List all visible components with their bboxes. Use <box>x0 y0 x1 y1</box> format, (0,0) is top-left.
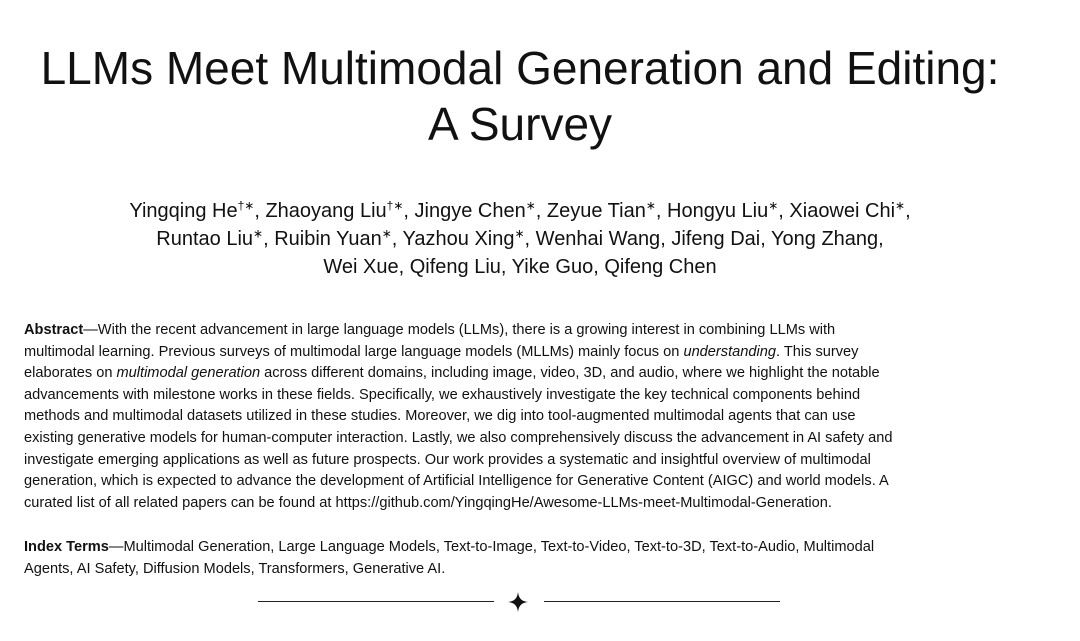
author-separator: , <box>263 228 275 250</box>
abstract-text: With the recent advancement in large language models (LLMs), there is a growing interest in combining LLMs with <box>97 322 836 338</box>
paper-title <box>0 40 1040 152</box>
abstract-text: advancements with milestone works in these fields. Specifically, we exhaustively investigate the key technical components behind <box>24 386 861 403</box>
divider-rule-right <box>544 601 780 602</box>
abstract-emphasis: multimodal generation <box>116 365 261 382</box>
abstract-line <box>24 320 1024 342</box>
author-name-text: Jifeng Dai <box>671 228 761 250</box>
author-separator: , <box>593 256 605 278</box>
author-affiliation-mark: †∗ <box>237 198 255 213</box>
author-name <box>156 228 274 250</box>
index-terms-line <box>24 537 1024 559</box>
index-terms-label: Index Terms <box>24 539 109 555</box>
author-affiliation-mark: †∗ <box>386 198 404 213</box>
author-name-text: Yazhou Xing <box>402 228 515 250</box>
author-name <box>671 228 771 250</box>
author-separator: , <box>398 256 410 278</box>
abstract-text: curated list of all related papers can be found at https://github.com/YingqingHe/Awesome-LLMs-meet-Multimodal-Generation. <box>24 494 832 511</box>
author-name <box>274 228 402 250</box>
four-point-star-icon <box>507 591 529 613</box>
abstract-line <box>24 428 1024 450</box>
author-name <box>512 256 605 278</box>
author-separator: , <box>905 200 911 222</box>
index-terms <box>24 537 1024 580</box>
author-name <box>323 256 409 278</box>
abstract-text: existing generative models for human-computer interaction. Lastly, we also comprehensively discuss the advancement in AI safety and <box>24 429 893 446</box>
author-name-text: Xiaowei Chi <box>789 200 896 222</box>
index-terms-text: Agents, AI Safety, Diffusion Models, Transformers, Generative AI. <box>24 560 446 577</box>
author-name <box>265 200 414 222</box>
author-affiliation-mark: ∗ <box>768 198 779 213</box>
author-name <box>604 256 716 278</box>
abstract-label: Abstract <box>24 322 84 338</box>
abstract-text: generation, which is expected to advance the development of Artificial Intelligence for Generative Content (AIGC) and world models. A <box>24 473 889 490</box>
author-name-text: Jingye Chen <box>414 200 526 222</box>
author-name-text: Qifeng Chen <box>604 256 717 278</box>
abstract-text: multimodal learning. Previous surveys of multimodal large language models (MLLMs) mainly focus on <box>24 343 684 360</box>
author-name <box>403 228 536 250</box>
author-name-text: Wei Xue <box>323 256 399 278</box>
author-separator: , <box>535 200 547 222</box>
abstract-line <box>24 471 1024 493</box>
author-separator: , <box>524 228 536 250</box>
author-name-text: Hongyu Liu <box>667 200 769 222</box>
author-separator: , <box>391 228 403 250</box>
author-row <box>0 225 1040 253</box>
title-line-1: LLMs Meet Multimodal Generation and Editing: <box>40 42 1000 94</box>
author-name <box>789 200 910 222</box>
section-divider <box>258 591 780 613</box>
abstract-text: elaborates on <box>24 365 117 382</box>
author-name-text: Runtao Liu <box>156 228 254 250</box>
title-line-2: A Survey <box>427 98 613 150</box>
index-terms-dash: — <box>108 539 124 555</box>
index-terms-text: Multimodal Generation, Large Language Models, Text-to-Image, Text-to-Video, Text-to-3D, Text-to-Audio, Multimodal <box>123 539 875 555</box>
abstract-emphasis: understanding <box>683 343 776 360</box>
author-affiliation-mark: ∗ <box>253 226 264 241</box>
author-name <box>410 256 512 278</box>
author-separator: , <box>760 228 772 250</box>
author-name-text: Yingqing He <box>129 200 238 222</box>
author-name <box>771 228 884 250</box>
author-name <box>415 200 547 222</box>
author-separator: , <box>655 200 668 222</box>
author-separator: , <box>403 200 415 222</box>
author-name-text: Yike Guo <box>511 256 594 278</box>
author-name-text: Zhaoyang Liu <box>265 200 387 222</box>
divider-rule-left <box>258 601 494 602</box>
author-affiliation-mark: ∗ <box>514 226 525 241</box>
author-name-text: Qifeng Liu <box>409 256 501 278</box>
abstract-line <box>24 342 1024 364</box>
abstract-line <box>24 450 1024 472</box>
author-name <box>536 228 672 250</box>
author-name-text: Yong Zhang <box>771 228 879 250</box>
author-affiliation-mark: ∗ <box>381 226 392 241</box>
abstract-text: across different domains, including image, video, 3D, and audio, where we highlight the notable <box>260 365 880 382</box>
author-separator: , <box>500 256 512 278</box>
author-list <box>0 197 1040 281</box>
author-name-text: Zeyue Tian <box>546 200 646 222</box>
author-name-text: Ruibin Yuan <box>274 228 382 250</box>
abstract-text: . This survey <box>775 343 859 360</box>
abstract-line <box>24 493 1024 515</box>
author-name <box>667 200 789 222</box>
author-separator: , <box>878 228 884 250</box>
abstract-text: methods and multimodal datasets utilized in these studies. Moreover, we dig into tool-augmented multimodal agents that can use <box>24 408 856 425</box>
author-affiliation-mark: ∗ <box>525 198 536 213</box>
author-name <box>129 200 265 222</box>
author-affiliation-mark: ∗ <box>645 198 656 213</box>
author-row <box>0 197 1040 225</box>
author-name-text: Wenhai Wang <box>535 228 661 250</box>
abstract-text: investigate emerging applications as well as future prospects. Our work provides a systematic and insightful overview of multimodal <box>24 451 871 468</box>
author-affiliation-mark: ∗ <box>895 198 906 213</box>
abstract-line <box>24 406 1024 428</box>
author-name <box>547 200 667 222</box>
author-separator: , <box>660 228 672 250</box>
abstract <box>24 320 1024 514</box>
abstract-line <box>24 363 1024 385</box>
author-separator: , <box>254 200 266 222</box>
index-terms-line <box>24 559 1024 581</box>
author-row <box>0 253 1040 281</box>
abstract-dash: — <box>83 322 98 338</box>
abstract-line <box>24 385 1024 407</box>
author-separator: , <box>778 200 790 222</box>
